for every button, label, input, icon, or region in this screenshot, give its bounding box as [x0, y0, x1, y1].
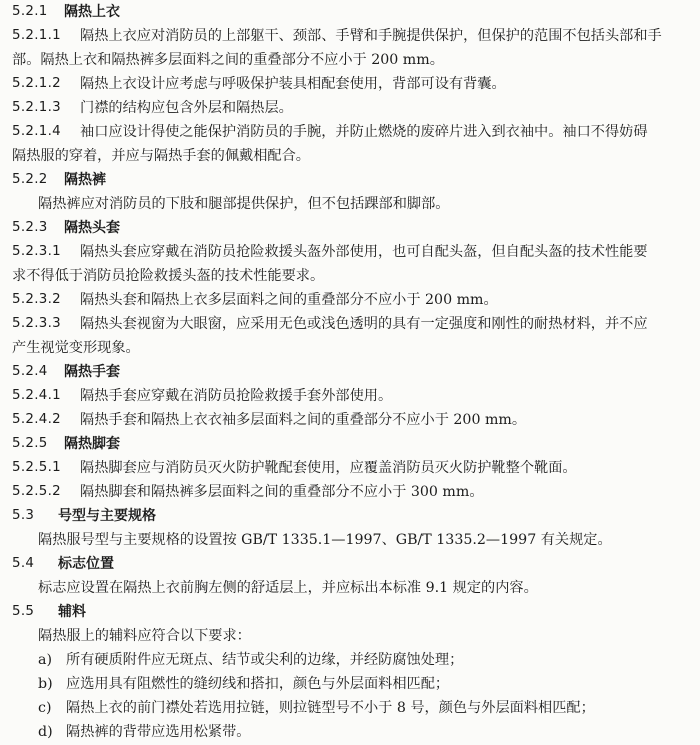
clause-text: 标志应设置在隔热上衣前胸左侧的舒适层上，并应标出本标准 9.1 规定的内容。	[38, 580, 538, 596]
clause-number: 5.2.3.2	[12, 292, 61, 307]
clause-5-2-3-1	[0, 240, 700, 264]
heading-5-2-3	[0, 216, 700, 240]
clause-5-2-3-3	[0, 312, 700, 336]
clause-number: 5.2.1.1	[12, 28, 61, 43]
clause-text: 部。隔热上衣和隔热裤多层面料之间的重叠部分不应小于 200 mm。	[12, 52, 444, 68]
heading-5-5	[0, 600, 700, 624]
clause-number: 5.2.1.4	[12, 124, 61, 139]
list-item-label: b)	[38, 676, 53, 692]
clause-text: 隔热上衣应对消防员的上部躯干、颈部、手臂和手腕提供保护，但保护的范围不包括头部和手	[80, 28, 662, 44]
clause-5-5-text	[0, 624, 700, 648]
clause-number: 5.2.3.3	[12, 316, 61, 331]
clause-5-2-2-text	[0, 192, 700, 216]
clause-text: 隔热服号型与主要规格的设置按 GB/T 1335.1—1997、GB/T 1335.2—1997 有关规定。	[38, 532, 612, 548]
clause-5-2-1-4	[0, 120, 700, 144]
section-number: 5.5	[12, 604, 35, 619]
section-title: 号型与主要规格	[58, 508, 156, 524]
clause-number: 5.2.3.1	[12, 244, 61, 259]
clause-text: 隔热手套和隔热上衣衣袖多层面料之间的重叠部分不应小于 200 mm。	[80, 412, 527, 428]
heading-5-2-4	[0, 360, 700, 384]
clause-number: 5.2.1.2	[12, 76, 61, 91]
section-number: 5.2.3	[12, 220, 48, 235]
list-item-label: c)	[38, 700, 52, 716]
clause-5-2-3-1-cont	[0, 264, 700, 288]
clause-number: 5.2.5.1	[12, 460, 61, 475]
clause-number: 5.2.4.1	[12, 388, 61, 403]
list-item	[0, 696, 700, 720]
clause-5-2-1-4-cont	[0, 144, 700, 168]
clause-5-2-1-3	[0, 96, 700, 120]
list-item-text: 所有硬质附件应无斑点、结节或尖利的边缘，并经防腐蚀处理；	[66, 652, 464, 668]
list-item-label: a)	[38, 652, 52, 668]
clause-5-2-3-2	[0, 288, 700, 312]
section-number: 5.3	[12, 508, 35, 523]
heading-5-2-1	[0, 0, 700, 24]
list-item	[0, 648, 700, 672]
clause-text: 隔热头套和隔热上衣多层面料之间的重叠部分不应小于 200 mm。	[80, 292, 498, 308]
clause-number: 5.2.1.3	[12, 100, 61, 115]
section-number: 5.4	[12, 556, 35, 571]
clause-5-2-3-3-cont	[0, 336, 700, 360]
list-item	[0, 672, 700, 696]
clause-text: 隔热上衣设计应考虑与呼吸保护装具相配套使用，背部可设有背囊。	[80, 76, 506, 92]
clause-5-2-4-2	[0, 408, 700, 432]
clause-5-2-1-1	[0, 24, 700, 48]
clause-text: 隔热脚套应与消防员灭火防护靴配套使用，应覆盖消防员灭火防护靴整个靴面。	[80, 460, 577, 476]
heading-5-2-5	[0, 432, 700, 456]
clause-5-2-1-1-cont	[0, 48, 700, 72]
clause-text: 隔热头套视窗为大眼窗，应采用无色或浅色透明的具有一定强度和刚性的耐热材料，并不应	[80, 316, 648, 332]
section-title: 隔热脚套	[64, 436, 120, 452]
heading-5-2-2	[0, 168, 700, 192]
section-title: 隔热手套	[64, 364, 120, 380]
list-item-label: d)	[38, 724, 53, 740]
section-title: 标志位置	[58, 556, 114, 572]
section-title: 隔热裤	[64, 172, 106, 188]
clause-5-2-5-2	[0, 480, 700, 504]
clause-text: 隔热脚套和隔热裤多层面料之间的重叠部分不应小于 300 mm。	[80, 484, 484, 500]
heading-5-4	[0, 552, 700, 576]
section-title: 隔热头套	[64, 220, 120, 236]
list-item-text: 隔热裤的背带应选用松紧带。	[66, 724, 251, 740]
clause-text: 求不得低于消防员抢险救援头盔的技术性能要求。	[12, 268, 325, 284]
section-number: 5.2.4	[12, 364, 48, 379]
clause-5-3-text	[0, 528, 700, 552]
clause-5-2-5-1	[0, 456, 700, 480]
heading-5-3	[0, 504, 700, 528]
clause-text: 门襟的结构应包含外层和隔热层。	[80, 100, 293, 116]
clause-text: 隔热头套应穿戴在消防员抢险救援头盔外部使用，也可自配头盔，但自配头盔的技术性能要	[80, 244, 648, 260]
clause-5-2-1-2	[0, 72, 700, 96]
clause-5-2-4-1	[0, 384, 700, 408]
clause-text: 产生视觉变形现象。	[12, 340, 140, 356]
clause-5-4-text	[0, 576, 700, 600]
clause-text: 隔热裤应对消防员的下肢和腿部提供保护，但不包括踝部和脚部。	[38, 196, 450, 212]
clause-number: 5.2.4.2	[12, 412, 61, 427]
clause-text: 隔热服的穿着，并应与隔热手套的佩戴相配合。	[12, 148, 310, 164]
clause-text: 袖口应设计得使之能保护消防员的手腕，并防止燃烧的废碎片进入到衣袖中。袖口不得妨碍	[80, 124, 648, 140]
section-number: 5.2.2	[12, 172, 48, 187]
section-title: 辅料	[58, 604, 86, 620]
section-title: 隔热上衣	[64, 4, 120, 20]
list-item-text: 应选用具有阻燃性的缝纫线和搭扣，颜色与外层面料相匹配；	[66, 676, 450, 692]
clause-text: 隔热手套应穿戴在消防员抢险救援手套外部使用。	[80, 388, 393, 404]
list-item-text: 隔热上衣的前门襟处若选用拉链，则拉链型号不小于 8 号，颜色与外层面料相匹配；	[66, 700, 595, 716]
section-number: 5.2.5	[12, 436, 48, 451]
list-item	[0, 720, 700, 744]
section-number: 5.2.1	[12, 4, 48, 19]
clause-number: 5.2.5.2	[12, 484, 61, 499]
clause-text: 隔热服上的辅料应符合以下要求：	[38, 628, 251, 644]
